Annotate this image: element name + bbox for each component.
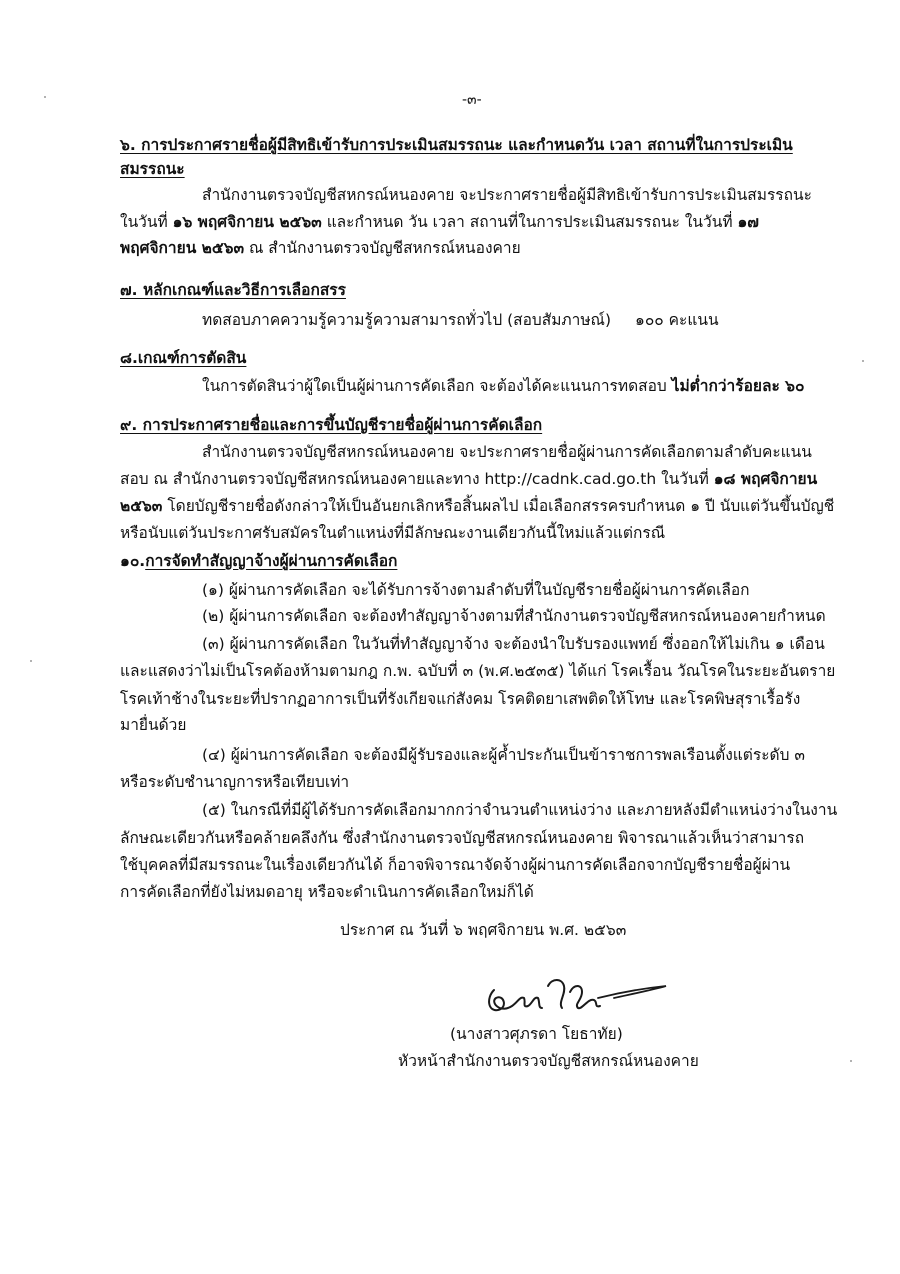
scan-speck bbox=[30, 660, 32, 662]
signer-name: (นางสาวศุภรดา โยธาทัย) bbox=[450, 1025, 623, 1043]
section-10-item-3-line4: มายื่นด้วย bbox=[120, 716, 187, 734]
scan-speck bbox=[850, 1060, 852, 1062]
signer-title: หัวหน้าสำนักงานตรวจบัญชีสหกรณ์หนองคาย bbox=[398, 1052, 699, 1070]
section-8-para: ในการตัดสินว่าผู้ใดเป็นผู้ผ่านการคัดเลือก จะต้องได้คะแนนการทดสอบ ไม่ต่ำกว่าร้อยละ ๖๐ bbox=[202, 377, 805, 395]
section-10-item-1: (๑) ผู้ผ่านการคัดเลือก จะได้รับการจ้างตามลำดับที่ในบัญชีรายชื่อผู้ผ่านการคัดเลือก bbox=[202, 581, 750, 599]
section-9-para-line4: หรือนับแต่วันประกาศรับสมัครในตำแหน่งที่มีลักษณะงานเดียวกันนี้ใหม่แล้วแต่กรณี bbox=[120, 524, 666, 542]
section-6-para-line1: สำนักงานตรวจบัญชีสหกรณ์หนองคาย จะประกาศรายชื่อผู้มีสิทธิเข้ารับการประเมินสมรรถนะ bbox=[202, 186, 812, 204]
section-9-para-line3: ๒๕๖๓ โดยบัญชีรายชื่อดังกล่าวให้เป็นอันยกเลิกหรือสิ้นผลไป เมื่อเลือกสรรครบกำหนด ๑ ปี นับแต่วันขึ้นบัญชี bbox=[120, 497, 835, 515]
section-10-item-5-line2: ลักษณะเดียวกันหรือคล้ายคลึงกัน ซึ่งสำนักงานตรวจบัญชีสหกรณ์หนองคาย พิจารณาแล้วเห็นว่าสามารถ bbox=[120, 829, 805, 847]
section-7-para: ทดสอบภาคความรู้ความรู้ความสามารถทั่วไป (สอบสัมภาษณ์) ๑๐๐ คะแนน bbox=[202, 311, 719, 329]
section-10-item-5-line3: ใช้บุคคลที่มีสมรรถนะในเรื่องเดียวกันได้ ก็อาจพิจารณาจัดจ้างผู้ผ่านการคัดเลือกจากบัญชีรายชื่อผู้ผ่าน bbox=[120, 856, 791, 874]
section-10-item-4-line1: (๔) ผู้ผ่านการคัดเลือก จะต้องมีผู้รับรองและผู้ค้ำประกันเป็นข้าราชการพลเรือนตั้งแต่ระดับ ๓ bbox=[202, 746, 805, 764]
section-7-heading: ๗. หลักเกณฑ์และวิธีการเลือกสรร bbox=[120, 281, 346, 299]
section-10-item-5-line1: (๕) ในกรณีที่มีผู้ได้รับการคัดเลือกมากกว่าจำนวนตำแหน่งว่าง และภายหลังมีตำแหน่งว่างในงาน bbox=[202, 801, 838, 819]
section-8-heading: ๘.เกณฑ์การตัดสิน bbox=[120, 349, 247, 367]
page-number: -๓- bbox=[462, 92, 482, 108]
scan-speck bbox=[862, 360, 864, 362]
section-6-heading-line1: ๖. การประกาศรายชื่อผู้มีสิทธิเข้ารับการประเมินสมรรถนะ และกำหนดวัน เวลา สถานที่ในการประเมิน bbox=[120, 136, 793, 154]
section-6-para-line2: ในวันที่ ๑๖ พฤศจิกายน ๒๕๖๓ และกำหนด วัน เวลา สถานที่ในการประเมินสมรรถนะ ในวันที่ ๑๗ bbox=[120, 213, 759, 231]
scan-speck bbox=[44, 96, 46, 98]
section-10-item-2: (๒) ผู้ผ่านการคัดเลือก จะต้องทำสัญญาจ้างตามที่สำนักงานตรวจบัญชีสหกรณ์หนองคายกำหนด bbox=[202, 607, 826, 625]
section-10-item-5-line4: การคัดเลือกที่ยังไม่หมดอายุ หรือจะดำเนินการคัดเลือกใหม่ก็ได้ bbox=[120, 883, 534, 901]
signature bbox=[482, 968, 672, 1028]
announcement-date: ประกาศ ณ วันที่ ๖ พฤศจิกายน พ.ศ. ๒๕๖๓ bbox=[340, 921, 627, 939]
section-10-item-3-line1: (๓) ผู้ผ่านการคัดเลือก ในวันที่ทำสัญญาจ้าง จะต้องนำใบรับรองแพทย์ ซึ่งออกให้ไม่เกิน ๑ เดือน bbox=[202, 635, 825, 653]
section-9-heading: ๙. การประกาศรายชื่อและการขึ้นบัญชีรายชื่อผู้ผ่านการคัดเลือก bbox=[120, 416, 543, 434]
section-6-heading-line2: สมรรถนะ bbox=[120, 160, 185, 178]
section-10-item-3-line2: และแสดงว่าไม่เป็นโรคต้องห้ามตามกฎ ก.พ. ฉบับที่ ๓ (พ.ศ.๒๕๓๕) ได้แก่ โรคเรื้อน วัณโรคในระยะอันตราย bbox=[120, 662, 836, 680]
section-6-para-line3: พฤศจิกายน ๒๕๖๓ ณ สำนักงานตรวจบัญชีสหกรณ์หนองคาย bbox=[120, 239, 521, 257]
section-10-item-3-line3: โรคเท้าช้างในระยะที่ปรากฏอาการเป็นที่รังเกียจแก่สังคม โรคติดยาเสพติดให้โทษ และโรคพิษสุราเรื้อรัง bbox=[120, 690, 801, 708]
section-9-para-line2: สอบ ณ สำนักงานตรวจบัญชีสหกรณ์หนองคายและทาง http://cadnk.cad.go.th ในวันที่ ๑๘ พฤศจิกายน bbox=[120, 470, 818, 488]
section-10-heading: ๑๐.การจัดทำสัญญาจ้างผู้ผ่านการคัดเลือก bbox=[120, 552, 398, 570]
section-9-para-line1: สำนักงานตรวจบัญชีสหกรณ์หนองคาย จะประกาศรายชื่อผู้ผ่านการคัดเลือกตามลำดับคะแนน bbox=[202, 443, 812, 461]
section-10-item-4-line2: หรือระดับชำนาญการหรือเทียบเท่า bbox=[120, 773, 350, 791]
